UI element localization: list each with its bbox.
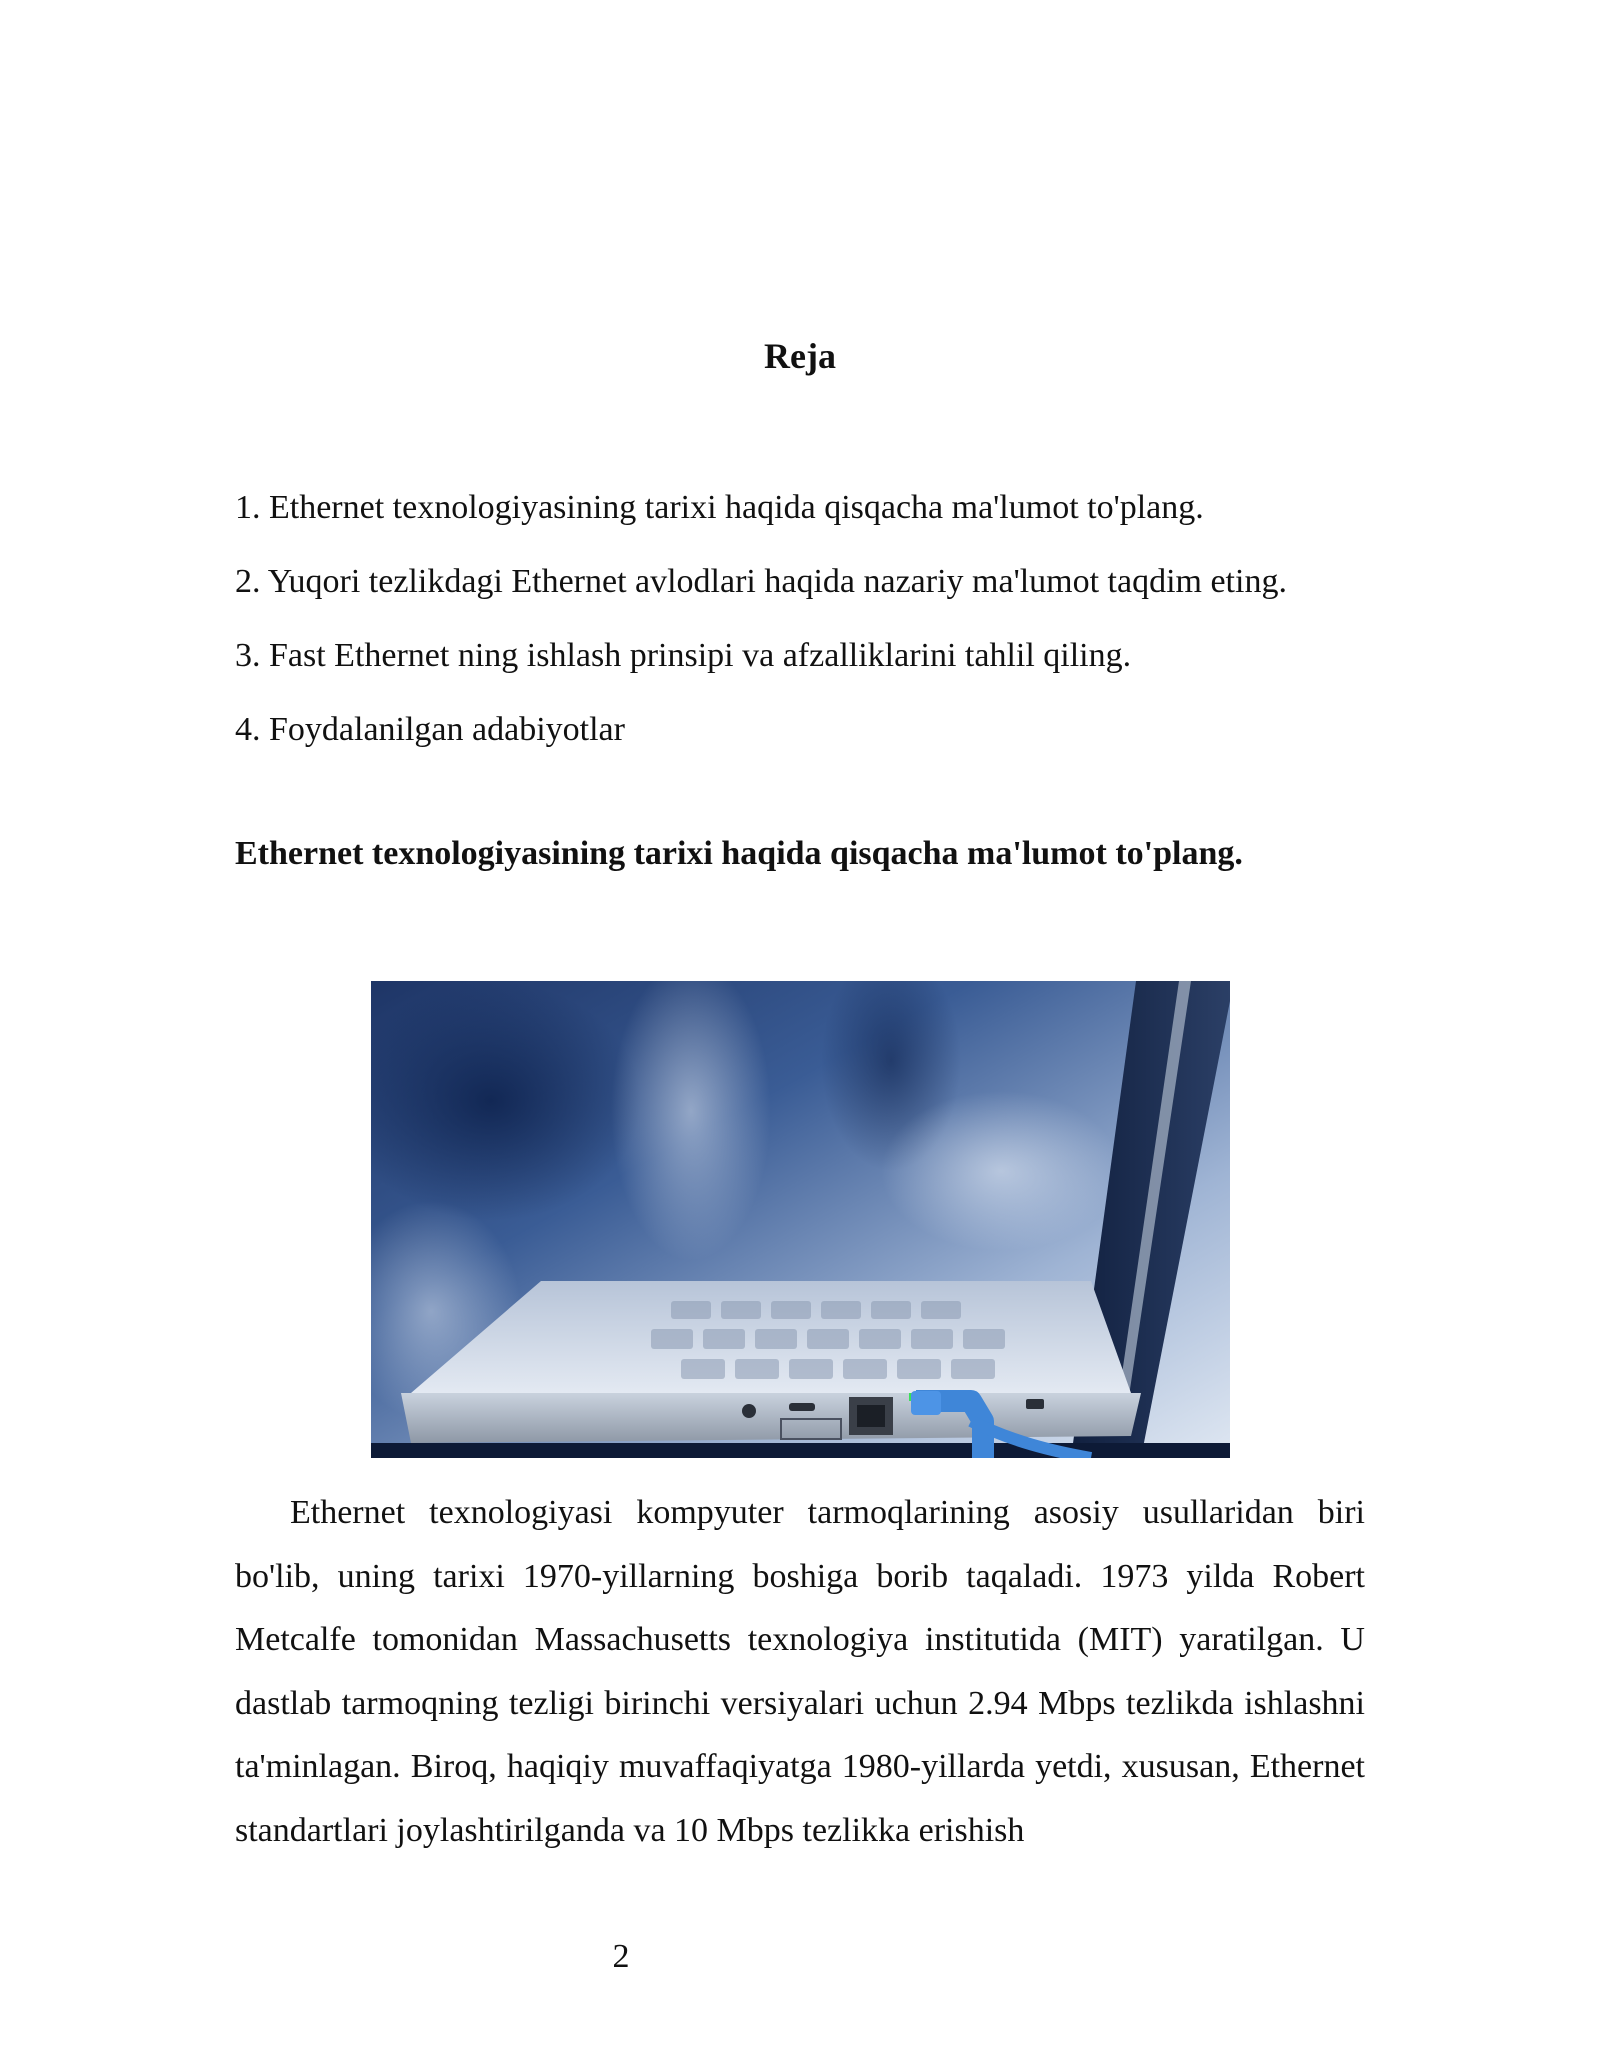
plan-item-4: 4. Foydalanilgan adabiyotlar bbox=[235, 711, 625, 748]
side-port-icon bbox=[1026, 1399, 1044, 1409]
audio-jack-icon bbox=[742, 1404, 756, 1418]
body-paragraph: Ethernet texnologiyasi kompyuter tarmoqlarining asosiy usullaridan biri bo'lib, uning tarixi 1970-yillarning boshiga borib taqaladi. 1973 yilda Robert Metcalfe tomonidan Massachusetts texnologiya institutida (MIT) yaratilgan. U dastlab tarmoqning tezligi birinchi versiyalari uchun 2.94 Mbps tezlikda ishlashni ta'minlagan. Biroq, haqiqiy muvaffaqiyatga 1980-yillarda yetdi, xususan, Ethernet standartlari joylashtirilganda va 10 Mbps tezlikka erishish bbox=[235, 1494, 1365, 1849]
laptop-ethernet-illustration bbox=[371, 981, 1230, 1458]
plan-item-3: 3. Fast Ethernet ning ishlash prinsipi va afzalliklarini tahlil qiling. bbox=[235, 637, 1132, 674]
laptop-keys bbox=[651, 1301, 1005, 1379]
ethernet-connector bbox=[911, 1391, 941, 1415]
page-number: 2 bbox=[612, 1938, 630, 1975]
usb-c-port-icon bbox=[789, 1403, 815, 1411]
ethernet-port-inner bbox=[857, 1405, 885, 1427]
blur-shape bbox=[881, 1091, 1121, 1251]
plan-item-1: 1. Ethernet texnologiyasining tarixi haqida qisqacha ma'lumot to'plang. bbox=[235, 489, 1204, 526]
plan-list bbox=[235, 484, 1365, 780]
table-shadow bbox=[371, 1443, 1230, 1458]
page-title: Reja bbox=[764, 336, 836, 376]
section-heading: Ethernet texnologiyasining tarixi haqida qisqacha ma'lumot to'plang. bbox=[235, 835, 1243, 872]
laptop-ethernet-photo bbox=[371, 981, 1230, 1458]
plan-item-2: 2. Yuqori tezlikdagi Ethernet avlodlari haqida nazariy ma'lumot taqdim eting. bbox=[235, 563, 1287, 600]
